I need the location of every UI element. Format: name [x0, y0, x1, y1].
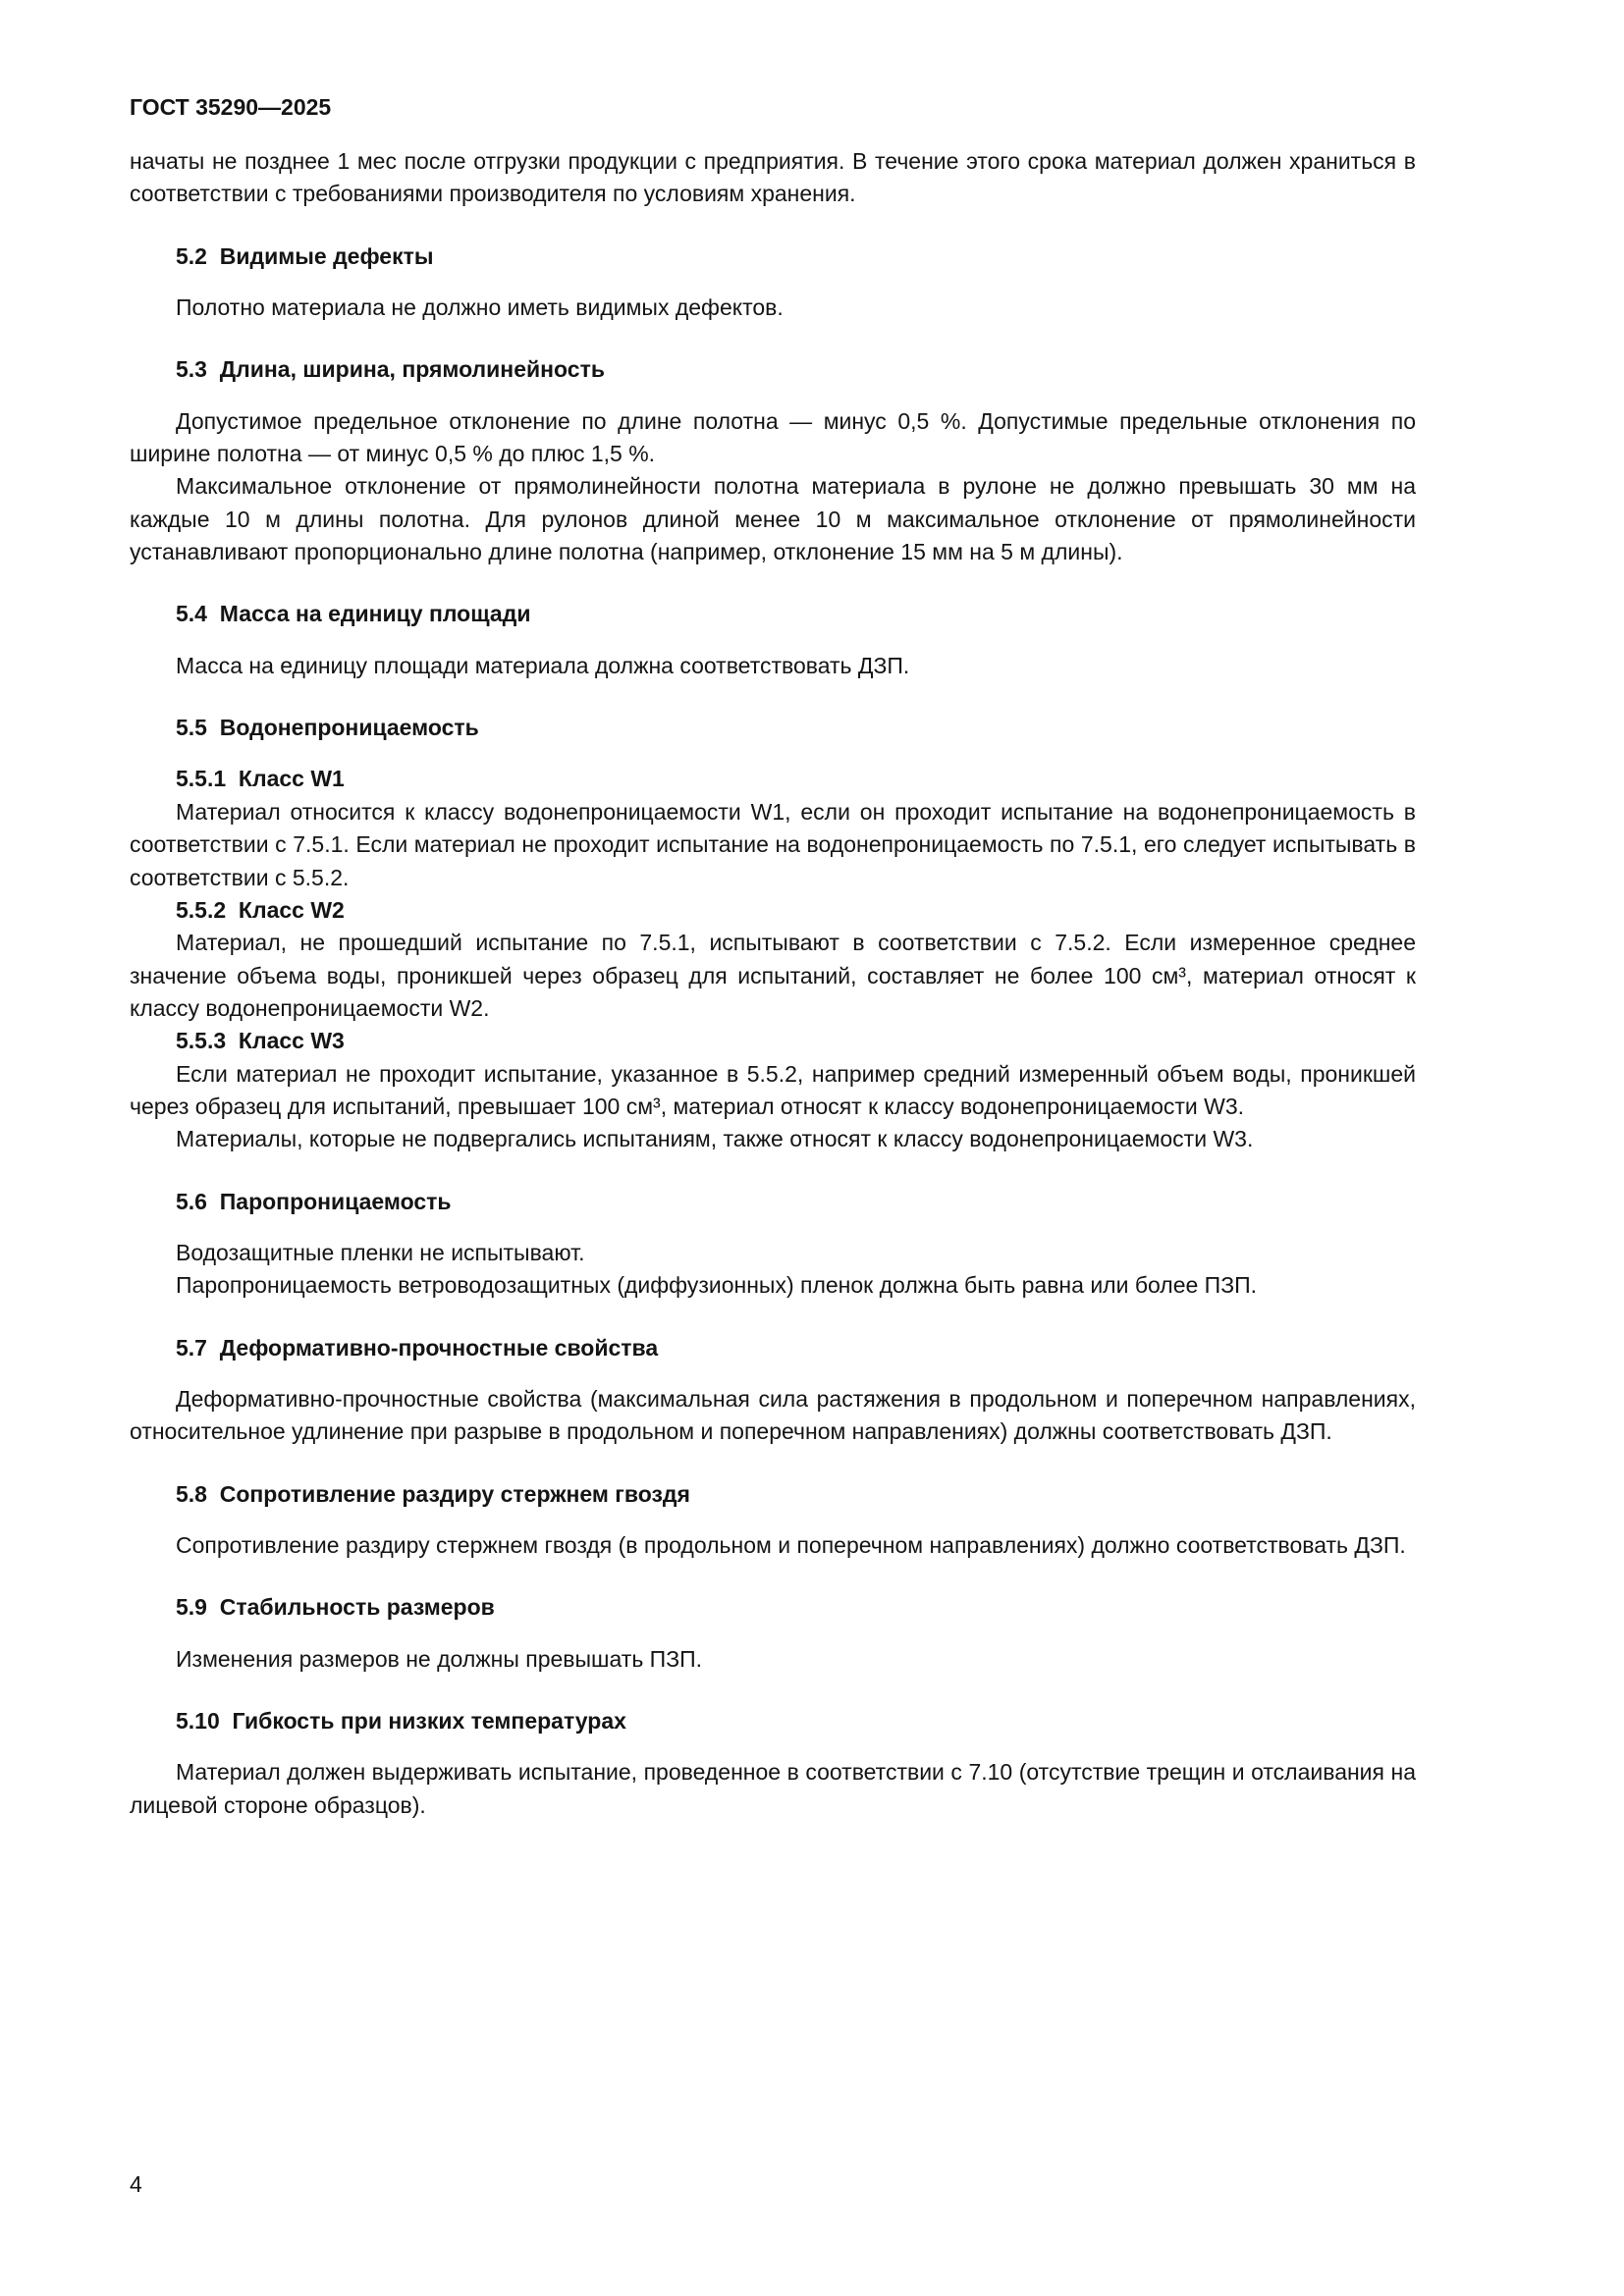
- section-heading: 5.4 Масса на единицу площади: [176, 601, 531, 627]
- section-heading: 5.2 Видимые дефекты: [176, 242, 434, 269]
- section-heading: 5.5 Водонепроницаемость: [176, 715, 479, 741]
- paragraph: Материал должен выдерживать испытание, проведенное в соответствии с 7.10 (отсутствие трещин и отслаивания на лицевой стороне образцов).: [130, 1759, 1416, 1818]
- paragraph: Если материал не проходит испытание, указанное в 5.5.2, например средний измеренный объем воды, проникшей через образец для испытаний, превышает 100 см³, материал относят к классу водонепроницаемости W3.: [130, 1060, 1416, 1119]
- section-heading: 5.3 Длина, ширина, прямолинейность: [176, 356, 605, 383]
- paragraph: Допустимое предельное отклонение по длине полотна — минус 0,5 %. Допустимые предельные отклонения по ширине полотна — от минус 0,5 % до плюс 1,5 %.: [130, 407, 1416, 467]
- section-subheading: 5.5.3 Класс W3: [176, 1028, 345, 1054]
- paragraph: Водозащитные пленки не испытывают.: [176, 1239, 585, 1265]
- section-subheading: 5.5.2 Класс W2: [176, 896, 345, 923]
- document-body: [130, 145, 1416, 1822]
- section-heading: 5.8 Сопротивление раздиру стержнем гвоздя: [176, 1480, 690, 1507]
- section-heading: 5.6 Паропроницаемость: [176, 1188, 452, 1214]
- section-heading: 5.7 Деформативно-прочностные свойства: [176, 1334, 659, 1361]
- paragraph: начаты не позднее 1 мес после отгрузки продукции с предприятия. В течение этого срока материал должен храниться в соответствии с требованиями производителя по условиям хранения.: [130, 148, 1416, 207]
- paragraph: Максимальное отклонение от прямолинейности полотна материала в рулоне не должно превышать 30 мм на каждые 10 м длины полотна. Для рулонов длиной менее 10 м максимальное отклонение от прямолинейности устанавливают пропорционально длине полотна (например, отклонение 15 мм на 5 м длины).: [130, 473, 1416, 565]
- paragraph: Сопротивление раздиру стержнем гвоздя (в продольном и поперечном направлениях) должно соответствовать ДЗП.: [176, 1532, 1406, 1558]
- paragraph: Материал относится к классу водонепроницаемости W1, если он проходит испытание на водонепроницаемость в соответствии с 7.5.1. Если материал не проходит испытание на водонепроницаемость по 7.5.1, его следует испытывать в соответствии с 5.5.2.: [130, 798, 1416, 890]
- page-number: 4: [130, 2171, 142, 2197]
- paragraph: Материал, не прошедший испытание по 7.5.1, испытывают в соответствии с 7.5.2. Если измеренное среднее значение объема воды, проникшей через образец для испытаний, составляет не более 100 см³, материал относят к классу водонепроницаемости W2.: [130, 930, 1416, 1021]
- document-header-standard-number: ГОСТ 35290—2025: [130, 94, 332, 120]
- paragraph: Полотно материала не должно иметь видимых дефектов.: [176, 294, 784, 321]
- paragraph: Материалы, которые не подвергались испытаниям, также относят к классу водонепроницаемости W3.: [176, 1126, 1254, 1152]
- section-heading: 5.9 Стабильность размеров: [176, 1594, 495, 1621]
- paragraph: Масса на единицу площади материала должна соответствовать ДЗП.: [176, 652, 910, 678]
- paragraph: Паропроницаемость ветроводозащитных (диффузионных) пленок должна быть равна или более ПЗП.: [176, 1272, 1258, 1299]
- section-subheading: 5.5.1 Класс W1: [176, 766, 345, 792]
- paragraph: Деформативно-прочностные свойства (максимальная сила растяжения в продольном и поперечном направлениях, относительное удлинение при разрыве в продольном и поперечном направлениях) должны соответствовать ДЗП.: [130, 1385, 1416, 1445]
- section-heading: 5.10 Гибкость при низких температурах: [176, 1708, 626, 1735]
- paragraph: Изменения размеров не должны превышать ПЗП.: [176, 1645, 703, 1672]
